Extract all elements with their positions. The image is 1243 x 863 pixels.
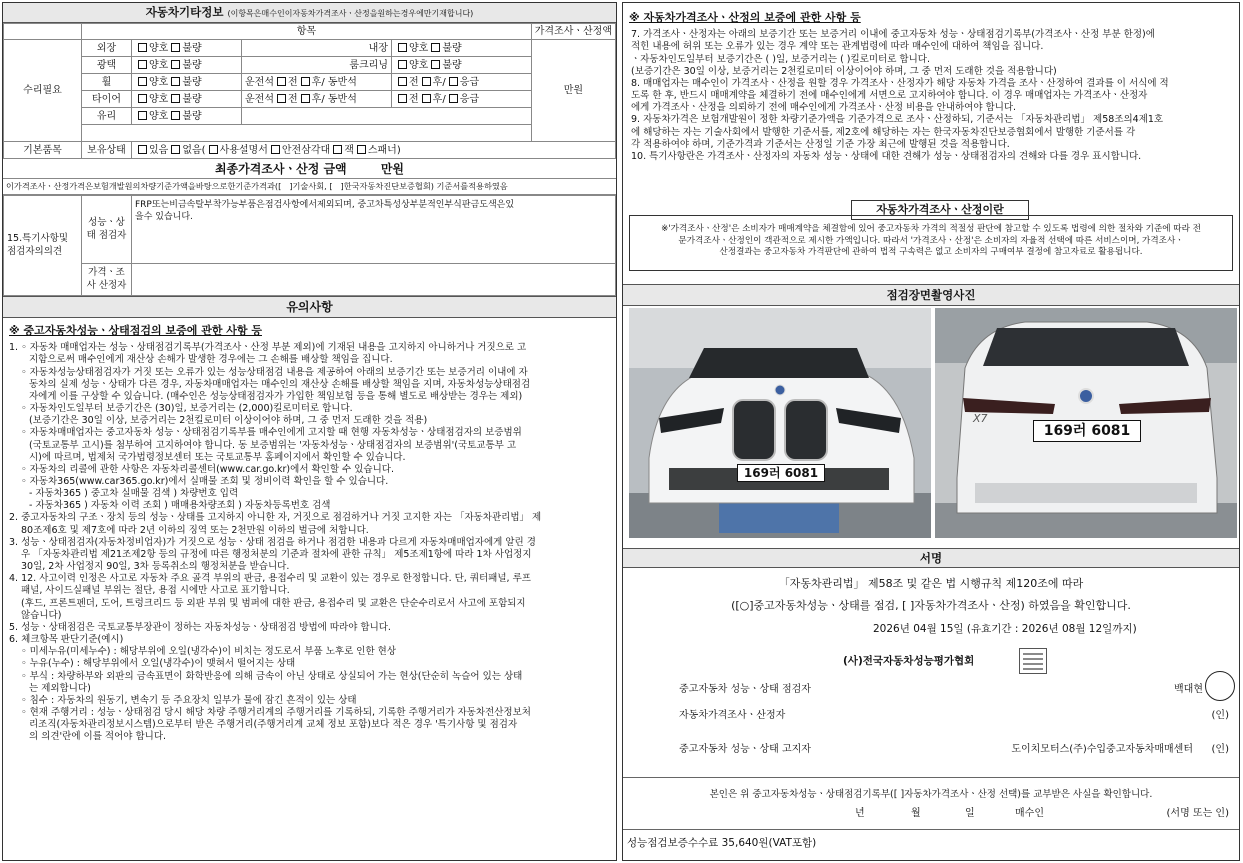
checkbox[interactable] <box>209 145 218 154</box>
label-passenger: 동반석 <box>327 93 357 105</box>
row-glass: 유리 <box>82 108 132 125</box>
inspector-label: 성능ㆍ상태 점검자 <box>82 196 132 264</box>
possession-checks <box>132 142 616 159</box>
list-item: ◦ 자동차365(www.car365.go.kr)에서 실매물 조회 및 정비이력 확인을 할 수 있습니다. <box>21 476 389 488</box>
label-driver: 운전석 <box>245 93 274 105</box>
list-item: (국토교통부 고시)를 첨부하여 고지하여야 합니다. 동 보증범위는 '자동차성능ㆍ상태점검자의 보증범위'(국토교통부 고 <box>29 439 517 451</box>
final-price-label: 최종가격조사ㆍ산정 금액 <box>214 162 347 176</box>
label-bad: 불량 <box>182 93 202 105</box>
label-rear: 후/ <box>311 76 325 88</box>
list-item: 동차의 실제 성능ㆍ상태가 다른 경우, 자동차매매업자는 매수인의 재산상 손해를 배상할 책임을 지며, 자동차성능상태점검 <box>29 378 531 390</box>
fee-line: 성능점검보증수수료 35,640원(VAT포함) <box>627 837 817 849</box>
opinion-label: 15.특기사항및 점검자의의견 <box>4 196 82 296</box>
label-rear: 후/ <box>432 93 446 105</box>
checkbox[interactable] <box>398 94 407 103</box>
association-name: (사)전국자동차성능평가협회 <box>843 655 975 667</box>
label-none: 없음( <box>182 144 206 156</box>
interior-checks <box>392 40 532 57</box>
appraisal-box-title: 자동차가격조사ㆍ산정이란 <box>851 200 1029 220</box>
list-item: 패널, 사이드실패널 부위는 절단, 용접 시에만 사고로 표기합니다. <box>21 585 290 597</box>
notice-list <box>3 342 616 743</box>
list-item: ◦ 누유(누수) : 해당부위에서 오일(냉각수)이 맺혀서 떨어지는 상태 <box>21 658 296 670</box>
label-good: 양호 <box>409 59 429 71</box>
list-item: 2. 중고자동차의 구조ㆍ장치 등의 성능ㆍ상태를 고지하지 아니한 자, 거짓으로 점검하거나 거짓 고지한 자는 「자동차관리법」 제 <box>9 512 542 524</box>
checkbox[interactable] <box>301 94 310 103</box>
row-wheel: 휠 <box>82 74 132 91</box>
tire-checks <box>132 91 242 108</box>
list-item: 4. 12. 사고이력 인정은 사고로 자동차 주요 골격 부위의 판금, 용접수리 및 교환이 있는 경우로 한정합니다. 단, 쿼터패널, 루프 <box>9 573 531 585</box>
label-emergency: 응급 <box>459 93 480 105</box>
price-basis-line <box>3 179 616 195</box>
label-bad: 불량 <box>182 110 202 122</box>
list-item: 의 의견'란에 이를 적어야 합니다. <box>29 731 167 743</box>
label-emergency: 응급 <box>459 76 480 88</box>
list-item: (후드, 프론트펜더, 도어, 트렁크리드 등 외판 부위 및 범퍼에 대한 판금, 용접수리 및 교환은 단순수리로서 사고에 포함되지 <box>21 597 526 609</box>
room-checks <box>392 57 532 74</box>
label-good: 양호 <box>149 93 169 105</box>
notifier-sign-name: 도이치모터스(주)수입중고자동차매매센터 <box>1011 744 1193 755</box>
tire-seat-checks-2 <box>392 91 532 108</box>
checkbox[interactable] <box>171 43 180 52</box>
checkbox[interactable] <box>171 94 180 103</box>
list-item: 자에게 이를 구상할 수 있습니다. (매수인은 성능상태점검자가 가입한 책임보험 등을 통해 별도로 배상받는 경우는 제외) <box>29 390 523 402</box>
list-item: ◦ 자동차성능상태점검자가 거짓 또는 오류가 있는 성능상태점검 내용을 제공하여 아래의 보증기간 또는 보증거리 이내에 자 <box>21 366 528 378</box>
appraisal-warranty-title: ※ 자동차가격조사ㆍ산정의 보증에 관한 사항 등 <box>629 11 861 24</box>
front-car-image <box>629 308 931 538</box>
list-item: 1. ◦ 자동차 매매업자는 성능ㆍ상태점검기록부(가격조사ㆍ산정 부분 제외)에 기재된 내용을 고지하지 아니하거나 거짓으로 고 <box>9 342 527 354</box>
checkbox[interactable] <box>171 60 180 69</box>
list-item: 적힌 내용에 허위 또는 오류가 있는 경우 계약 또는 관계법령에 따라 매수인에 대하여 책임을 집니다. <box>631 41 1044 53</box>
warranty-title: ※ 중고자동차성능ㆍ상태점검의 보증에 관한 사항 등 <box>9 324 262 337</box>
checkbox[interactable] <box>138 43 147 52</box>
col-price-header: 가격조사ㆍ산정액 <box>531 24 615 40</box>
box-text-3: 산정결과는 중고자동차 가격판단에 관하여 법적 구속력은 없고 소비자의 구매여부 결정에 참고자료로 활용됩니다. <box>719 247 1143 258</box>
wheel-checks <box>132 74 242 91</box>
box-text-2: 문가격조사ㆍ산정인이 객관적으로 제시한 가액입니다. 따라서 '가격조사ㆍ산정'은 소비자의 자율적 선택에 따른 서비스이며, 가격조사ㆍ <box>678 235 1184 246</box>
checkbox[interactable] <box>431 43 440 52</box>
vehicle-info-title: 자동차기타정보 <box>145 5 224 19</box>
col-item-header: 항목 <box>82 24 532 40</box>
list-item: - 자동차365 ) 자동차 이력 조회 ) 매매용차량조회 ) 자동차등록번호 검색 <box>29 500 331 512</box>
front-license-plate: 169러 6081 <box>737 464 825 482</box>
list-item: ◦ 현재 주행거리 : 성능ㆍ상태점검 당시 해당 차량 주행거리계의 주행거리를 기록하되, 기록한 주행거리가 자동차전산정보처 <box>21 706 531 718</box>
list-item: ◦ 자동차매매업자는 중고자동차 성능ㆍ상태점검기록부를 매수인에게 고지할 때 현행 자동차성능ㆍ상태점검자의 보증범위 <box>21 427 522 439</box>
list-item: 시)에 따르며, 법제처 국가법령정보센터 또는 국토교통부 홈페이지에서 확인할 수 있습니다. <box>29 451 406 463</box>
row-tire: 타이어 <box>82 91 132 108</box>
checkbox[interactable] <box>449 94 458 103</box>
label-bad: 불량 <box>182 59 202 71</box>
list-item: (보증기간은 30일 이상, 보증거리는 2천킬로미터 이상이어야 하며, 그 중 먼저 도래한 것을 적용) <box>29 415 428 427</box>
checkbox[interactable] <box>277 77 286 86</box>
opinion-table <box>3 195 616 296</box>
label-front: 전 <box>409 76 419 88</box>
list-item: ◦ 침수 : 자동차의 원동기, 변속기 등 주요장치 일부가 물에 잠긴 흔적이 있는 상태 <box>21 694 357 706</box>
checkbox[interactable] <box>422 77 431 86</box>
vehicle-info-header <box>3 3 616 23</box>
label-rear: 후/ <box>432 76 446 88</box>
label-good: 양호 <box>149 59 169 71</box>
label-jack: 잭 <box>344 144 354 156</box>
inspector-seal-icon <box>1205 671 1235 701</box>
label-rear: 후/ <box>311 93 325 105</box>
label-year: 년 <box>855 808 865 819</box>
checkbox[interactable] <box>171 77 180 86</box>
row-interior: 내장 <box>242 40 392 57</box>
checkbox[interactable] <box>171 145 180 154</box>
list-item: ◦ 자동차인도일부터 보증기간은 (30)일, 보증거리는 (2,000)킬로미터로 합니다. <box>21 403 353 415</box>
signature-title: 서명 <box>623 548 1239 568</box>
label-good: 양호 <box>149 76 169 88</box>
checkbox[interactable] <box>398 60 407 69</box>
checkbox[interactable] <box>431 60 440 69</box>
label-front: 전 <box>287 93 298 105</box>
exterior-checks <box>132 40 242 57</box>
vehicle-info-subtitle: (이항목은매수인이자동차가격조사ㆍ산정을원하는경우에만기재합니다) <box>227 9 474 18</box>
front-photo <box>629 308 931 538</box>
appraisal-box <box>629 215 1233 271</box>
label-buyer: 매수인 <box>1015 808 1044 819</box>
list-item: 7. 가격조사ㆍ산정자는 아래의 보증기간 또는 보증거리 이내에 중고자동차 성능ㆍ상태점검기록부(가격조사ㆍ산정 부분 한정)에 <box>631 29 1155 41</box>
list-item: 리조직(자동차관리정보시스템)으로부터 받은 주행거리(주행거리계 교체 정보 포함)보다 적은 경우 '특기사항 및 점검자 <box>29 719 518 731</box>
model-badge: X7 <box>973 412 988 425</box>
label-bad: 불량 <box>182 76 202 88</box>
wheel-seat-checks-2 <box>392 74 532 91</box>
inspector-sign-label: 중고자동차 성능ㆍ상태 점검자 <box>679 684 811 695</box>
basis-prefix: 이가격조사ㆍ산정가격은보험개발원의차량기준가액을바탕으로한기준가격과([ <box>6 181 282 191</box>
label-triangle: 안전삼각대 <box>281 144 331 156</box>
checkbox[interactable] <box>357 145 366 154</box>
box-text-1: ※'가격조사ㆍ산정'은 소비자가 매매계약을 체결함에 있어 중고자동차 가격의 적절성 판단에 참고할 수 있도록 법령에 의한 절차와 기준에 따라 전 <box>661 224 1201 234</box>
label-month: 월 <box>911 808 921 819</box>
association-seal-icon <box>1019 648 1047 674</box>
list-item: - 자동차365 ) 중고차 실매물 검색 ) 차량번호 입력 <box>29 488 239 500</box>
list-item: 각 적용하여야 하며, 기준가격과 기준서는 산정일 기준 가장 최근에 발행된 것을 적용합니다. <box>631 138 1010 150</box>
list-item: ◦ 자동차의 리콜에 관한 사항은 자동차리콜센터(www.car.go.kr)에서 확인할 수 있습니다. <box>21 463 394 475</box>
rear-license-plate: 169러 6081 <box>1033 420 1141 442</box>
gloss-checks <box>132 57 242 74</box>
label-bad: 불량 <box>442 42 462 54</box>
label-have: 있음 <box>149 144 169 156</box>
checkbox[interactable] <box>171 111 180 120</box>
rear-photo <box>935 308 1237 538</box>
label-front: 전 <box>287 76 298 88</box>
checkbox[interactable] <box>138 111 147 120</box>
label-front: 전 <box>409 93 419 105</box>
list-item: 9. 자동차가격은 보험개발원이 정한 차량기준가액을 기준가격으로 조사ㆍ산정하되, 기준서는 「자동차관리법」 제58조의4제1호 <box>631 114 1164 126</box>
checkbox[interactable] <box>138 145 147 154</box>
confirm-line: ([○]중고자동차성능ㆍ상태를 점검, [ ]자동차가격조사ㆍ산정) 하였음을 확인합니다. <box>731 599 1131 612</box>
notifier-sign-label: 중고자동차 성능ㆍ상태 고지자 <box>679 744 811 755</box>
list-item: 8. 매매업자는 매수인이 가격조사ㆍ산정을 원할 경우 가격조사ㆍ산정자가 해당 자동차 가격을 조사ㆍ산정하여 결과를 이 서식에 적 <box>631 77 1169 89</box>
checkbox[interactable] <box>277 94 286 103</box>
tire-seat-checks <box>242 91 392 108</box>
appraiser-sign-label: 자동차가격조사ㆍ산정자 <box>679 710 786 721</box>
date-line: 2026년 04월 15일 (유효기간 : 2026년 08월 12일까지) <box>873 623 1137 635</box>
list-item: 우 「자동차관리법 제21조제2항 등의 규정에 따른 행정처분의 기준과 절차에 관한 규칙」 제5조제1항에 따라 1차 사업정지 <box>21 548 532 560</box>
list-item: ◦ 미세누유(미세누수) : 해당부위에 오일(냉각수)이 비치는 정도로서 부품 노후로 인한 현상 <box>21 646 397 658</box>
label-bad: 불량 <box>442 59 462 71</box>
checkbox[interactable] <box>271 145 280 154</box>
checkbox[interactable] <box>422 94 431 103</box>
list-item: 않습니다) <box>21 609 62 621</box>
checkbox[interactable] <box>398 43 407 52</box>
row-possession: 보유상태 <box>82 142 132 159</box>
list-item: 도록 한 후, 반드시 매매계약을 체결하기 전에 매수인에게 서면으로 고지하여야 합니다. 이 경우 매매업자는 가격조사ㆍ산정자 <box>631 90 1148 102</box>
label-good: 양호 <box>409 42 429 54</box>
checkbox[interactable] <box>333 145 342 154</box>
glass-checks <box>132 108 242 125</box>
notice-title: 유의사항 <box>3 296 616 318</box>
list-item: ◦ 부식 : 차량하부와 외판의 금속표면이 화학반응에 의해 금속이 아닌 상태로 상실되어 가는 현상(단순히 녹슬어 있는 상태 <box>21 670 523 682</box>
list-item: 에 해당하는 자는 기술사회에서 발행한 기준서를, 제2호에 해당하는 자는 한국자동차진단보증협회에서 발행한 기준서를 각 <box>631 126 1136 138</box>
checkbox[interactable] <box>449 77 458 86</box>
fee-divider <box>623 829 1239 830</box>
receipt-line: 본인은 위 중고자동차성능ㆍ상태점검기록부([ ]자동차가격조사ㆍ산정 선택)를 교부받은 사실을 확인합니다. <box>709 789 1153 800</box>
label-manual: 사용설명서 <box>219 144 268 156</box>
list-item: 30일, 2차 사업정지 90일, 3차 등록취소의 행정처분을 받습니다. <box>21 561 290 573</box>
list-item: (보증기간은 30일 이상, 보증거리는 2천킬로미터 이상이어야 하며, 그 중 먼저 도래한 것을 적용합니다) <box>631 65 1057 77</box>
vehicle-info-table <box>3 23 616 159</box>
notifier-seal: (인) <box>1211 744 1229 755</box>
basis-suffix: ]한국자동차진단보증협회) 기준서를적용하였음 <box>340 181 508 191</box>
label-bad: 불량 <box>182 42 202 54</box>
list-item: 10. 특기사항란은 가격조사ㆍ산정자의 자동차 성능ㆍ상태에 대한 견해가 성능ㆍ상태점검자의 견해와 다를 경우 표시합니다. <box>631 150 1142 162</box>
list-item: 에게 가격조사ㆍ산정을 의뢰하기 전에 매수인에게 가격조사ㆍ산정 비용을 안내하여야 합니다. <box>631 102 1017 114</box>
inspector-sign-name: 백대현 <box>1174 684 1203 695</box>
left-column <box>2 2 617 861</box>
photos-title: 점검장면촬영사진 <box>623 284 1239 306</box>
label-spanner: 스패너) <box>367 144 401 156</box>
label-good: 양호 <box>149 110 169 122</box>
row-exterior: 외장 <box>82 40 132 57</box>
checkbox[interactable] <box>398 77 407 86</box>
checkbox[interactable] <box>138 60 147 69</box>
repair-label: 수리필요 <box>4 40 82 142</box>
checkbox[interactable] <box>138 77 147 86</box>
checkbox[interactable] <box>138 94 147 103</box>
appraisal-list <box>623 29 1239 163</box>
basic-label: 기본품목 <box>4 142 82 159</box>
checkbox[interactable] <box>301 77 310 86</box>
label-day: 일 <box>965 808 975 819</box>
signature-divider <box>623 777 1239 778</box>
label-sign-or-seal: (서명 또는 인) <box>1166 808 1229 819</box>
wheel-seat-checks <box>242 74 392 91</box>
basis-mid: ]기술사회, [ <box>289 181 333 191</box>
row-gloss: 광택 <box>82 57 132 74</box>
final-price-unit: 만원 <box>380 162 405 176</box>
law-line: 「자동차관리법」 제58조 및 같은 법 시행규칙 제120조에 따라 <box>778 577 1084 590</box>
inspector-opinion-text: FRP또는비금속탈부착가능부품은점검사항에서제외되며, 중고차특성상부분적인부식판금도색은있을수 있습니다. <box>132 196 616 264</box>
appraiser-seal: (인) <box>1211 710 1229 721</box>
appraiser-label: 가격ㆍ조사 산정자 <box>82 264 132 296</box>
list-item: 지함으로써 매수인에게 재산상 손해가 발생한 경우에는 그 손해를 배상할 책임을 집니다. <box>29 354 393 366</box>
label-driver: 운전석 <box>245 76 274 88</box>
price-unit: 만원 <box>531 40 615 142</box>
list-item: 6. 체크항목 판단기준(예시) <box>9 634 124 646</box>
row-room-cleaning: 룸크리닝 <box>242 57 392 74</box>
list-item: 는 제외합니다) <box>29 682 91 694</box>
list-item: ㆍ자동차인도일부터 보증기간은 ( )일, 보증거리는 ( )킬로미터로 합니다. <box>631 53 930 65</box>
list-item: 3. 성능ㆍ상태점검자(자동차정비업자)가 거짓으로 성능ㆍ상태 점검을 하거나 점검한 내용과 다르게 자동차매매업자에게 알린 경 <box>9 536 536 548</box>
label-passenger: 동반석 <box>327 76 357 88</box>
label-good: 양호 <box>149 42 169 54</box>
final-price-row <box>3 159 616 179</box>
right-column <box>622 2 1240 861</box>
list-item: 5. 성능ㆍ상태점검은 국토교통부장관이 정하는 자동차성능ㆍ상태점검 방법에 따라야 합니다. <box>9 621 391 633</box>
list-item: 80조제6호 및 제7호에 따라 2년 이하의 징역 또는 2천만원 이하의 벌금에 처합니다. <box>21 524 369 536</box>
